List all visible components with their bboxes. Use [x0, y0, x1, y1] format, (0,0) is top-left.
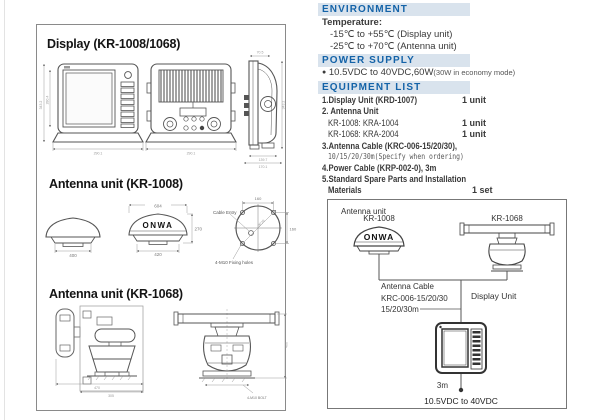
equipment-item-text: Materials — [328, 184, 362, 195]
system-diagram-svg — [328, 200, 566, 408]
onwa-logo-diagram: ONWA — [363, 232, 395, 242]
power-dot — [459, 388, 463, 392]
display-unit-icon — [436, 323, 486, 373]
system-diagram — [327, 199, 567, 409]
dim-front-width: 290.1 — [93, 151, 103, 156]
technical-drawings — [37, 25, 297, 410]
equipment-item-text: 2. Antenna Unit — [322, 106, 379, 116]
dome-side-dimensions — [55, 244, 91, 253]
dim-side-height: 343.2 — [281, 100, 286, 110]
equipment-item-text: 10/15/20/30m(Specify when ordering) — [328, 152, 464, 161]
power-cable-length: 3m — [436, 381, 448, 390]
display-rear-view — [146, 64, 236, 142]
equipment-row — [322, 95, 512, 105]
openarray-front-view — [174, 309, 279, 382]
openarray-antenna-figure — [460, 223, 554, 271]
display-front-view — [53, 64, 143, 142]
power-label: 10.5VDC to 40VDC — [424, 396, 498, 406]
openarray-front-dimensions — [205, 314, 287, 393]
dim-1068-side-width: 470 — [94, 386, 100, 390]
dim-side-top: 70.5 — [256, 50, 264, 55]
dim-side-depth2: 170.1 — [258, 165, 268, 169]
openarray-side-view — [56, 306, 143, 391]
dim-front-height: 343.2 — [39, 100, 43, 110]
equipment-row — [322, 141, 512, 151]
equipment-row — [322, 185, 518, 195]
environment-header: ENVIRONMENT — [318, 3, 470, 16]
dim-side-depth1: 139.7 — [258, 158, 268, 162]
page-edge-line — [4, 0, 5, 420]
fixing-holes-label: 4-M10 Fixing holes — [215, 260, 254, 265]
antenna-cable-line1: Antenna Cable — [381, 282, 434, 291]
dim-rear-width: 290.1 — [186, 151, 196, 156]
equipment-item-qty: 1 unit — [462, 95, 486, 105]
temperature-display-range: -15℃ to +55℃ (Display unit) — [330, 29, 453, 40]
equipment-item-text: KR-1008: KRA-1004 — [328, 117, 399, 128]
temperature-label: Temperature: — [322, 17, 383, 28]
temperature-antenna-range: -25℃ to +70℃ (Antenna unit) — [330, 41, 457, 52]
equipment-item-text: 4.Power Cable (KRP-002-0), 3m — [322, 162, 437, 173]
dim-hole-spacing-right: 160 — [289, 226, 297, 232]
equipment-row — [322, 106, 512, 116]
antenna-1008-section-title: Antenna unit (KR-1008) — [49, 177, 183, 191]
bullet-icon: ● — [322, 69, 327, 76]
bolt-label: 4-M10 BOLT — [247, 396, 267, 400]
antenna-cable-line3: 15/20/30m — [381, 305, 419, 314]
equipment-row — [322, 163, 512, 173]
display-unit-label: Display Unit — [471, 291, 517, 301]
dim-1068-side-base: 305 — [108, 394, 114, 398]
equipment-item-qty: 1 unit — [462, 129, 486, 139]
dim-screen-height: 280.4 — [45, 95, 50, 105]
equipment-row — [322, 118, 518, 128]
dim-hole-spacing-top: 160 — [254, 196, 262, 201]
dim-top-width: 604 — [154, 203, 162, 209]
display-section-title: Display (KR-1008/1068) — [47, 37, 181, 51]
onwa-logo-front: ONWA — [142, 221, 174, 230]
display-rear-dimensions — [146, 143, 236, 151]
equipment-item-qty: 1 set — [472, 184, 493, 195]
dim-base-side: 400 — [69, 253, 77, 258]
antenna-1068-section-title: Antenna unit (KR-1068) — [49, 287, 183, 301]
antenna-cable-line2: KRC-006-15/20/30 — [381, 294, 448, 303]
power-supply-note: (30W in economy mode) — [433, 68, 516, 77]
dome-side-view — [46, 218, 100, 247]
cable-entry-label: Cable Entry — [213, 210, 237, 215]
equipment-item-text: 3.Antenna Cable (KRC-006-15/20/30), — [322, 140, 458, 151]
equipment-item-text: KR-1068: KRA-2004 — [328, 129, 399, 139]
display-side-view — [244, 61, 277, 149]
dim-1068-front-height: 460 — [284, 342, 289, 348]
dim-diagonal: Ø226 — [256, 218, 266, 228]
diagram-title: Antenna unit — [341, 207, 386, 216]
equipment-item-qty: 1 unit — [462, 117, 486, 128]
equipment-item-text: 1.Display Unit (KRD-1007) — [322, 95, 418, 105]
drawings-panel — [36, 24, 297, 411]
dome-bottom-view — [234, 204, 282, 252]
dim-height: 270 — [194, 226, 203, 232]
dim-base-front: 420 — [154, 252, 162, 257]
kr1068-label: KR-1068 — [491, 214, 523, 223]
kr1008-label: KR-1008 — [363, 214, 395, 223]
equipment-row — [322, 129, 518, 139]
equipment-row — [322, 174, 512, 184]
power-supply-line — [322, 67, 515, 78]
equipment-item-text: 5.Standard Spare Parts and Installation — [322, 173, 467, 184]
equipment-row — [322, 152, 518, 161]
power-supply-value: 10.5VDC to 40VDC,60W — [328, 67, 434, 78]
equipment-list-header: EQUIPMENT LIST — [318, 81, 470, 94]
power-supply-header: POWER SUPPLY — [318, 54, 470, 67]
